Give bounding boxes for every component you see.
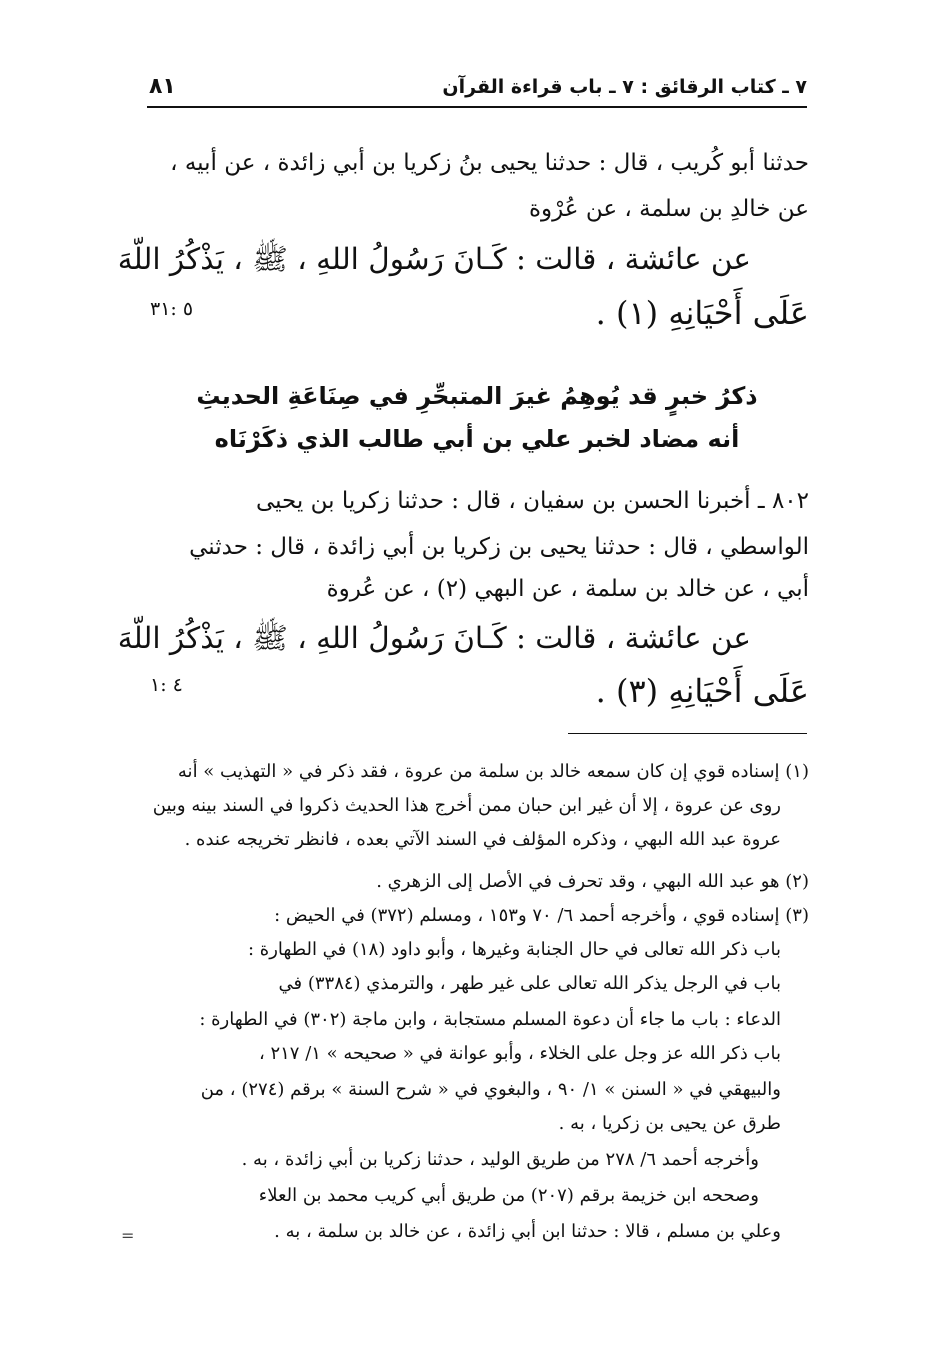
cross-reference: ٥ :٣١ <box>150 298 194 320</box>
footnote-line: روى عن عروة ، إلا أن غير ابن حبان ممن أخرج هذا الحديث ذكروا في السند بينه وبين <box>152 795 781 816</box>
footnote-line: (٢) هو عبد الله البهي ، وقد تحرف في الأصل إلى الزهري . <box>376 871 809 892</box>
footnote-line: وصححه ابن خزيمة برقم (٢٠٧) من طريق أبي كريب محمد بن العلاء <box>258 1185 759 1206</box>
chapter-heading-line: أنه مضاد لخبر علي بن أبي طالب الذي ذكَرْنَاه <box>214 425 740 453</box>
isnad-line: عن خالدِ بن سلمة ، عن عُرْوة <box>528 196 809 222</box>
matn-line: عن عائشة ، قالت : كَـانَ رَسُولُ اللهِ ، ﷺ ، يَذْكُرُ اللّهَ <box>117 621 751 655</box>
matn-line: عن عائشة ، قالت : كَـانَ رَسُولُ اللهِ ، ﷺ ، يَذْكُرُ اللّهَ <box>117 242 751 276</box>
isnad-line: أبي ، عن خالد بن سلمة ، عن البهي (٢) ، عن عُروة <box>326 576 809 602</box>
footnote-line: (٣) إسناده قوي ، وأخرجه أحمد ٦/ ٧٠ و١٥٣ ، ومسلم (٣٧٢) في الحيض : <box>274 905 809 926</box>
footnote-line: باب ذكر الله عز وجل على الخلاء ، وأبو عوانة في « صحيحه » ١/ ٢١٧ ، <box>258 1043 781 1064</box>
cross-reference: ٤ :١ <box>150 674 183 696</box>
page-number: ٨١ <box>149 74 176 99</box>
chapter-heading-line: ذكرُ خبرٍ قد يُوهِمُ غيرَ المتبحِّرِ في صِنَاعَةِ الحديثِ <box>196 382 758 410</box>
footnote-separator <box>568 733 807 734</box>
isnad-line: حدثنا أبو كُريب ، قال : حدثنا يحيى بنُ زكريا بن أبي زائدة ، عن أبيه ، <box>170 150 809 176</box>
running-header <box>147 72 807 108</box>
matn-line: عَلَى أَحْيَانِهِ (٣) . <box>595 672 809 710</box>
isnad-line: الواسطي ، قال : حدثنا يحيى بن زكريا بن أبي زائدة ، قال : حدثني <box>189 534 809 560</box>
footnote-line: (١) إسناده قوي إن كان سمعه خالد بن سلمة من عروة ، فقد ذكر في « التهذيب » أنه <box>177 761 809 782</box>
footnote-line: وأخرجه أحمد ٦/ ٢٧٨ من طريق الوليد ، حدثنا زكريا بن أبي زائدة ، به . <box>241 1149 759 1170</box>
matn-line: عَلَى أَحْيَانِهِ (١) . <box>595 294 809 332</box>
isnad-line: ٨٠٢ ـ أخبرنا الحسن بن سفيان ، قال : حدثنا زكريا بن يحيى <box>255 488 809 514</box>
footnote-line: الدعاء : باب ما جاء أن دعوة المسلم مستجابة ، وابن ماجة (٣٠٢) في الطهارة : <box>199 1009 781 1030</box>
footnote-line: باب ذكر الله تعالى في حال الجنابة وغيرها ، وأبو داود (١٨) في الطهارة : <box>248 939 781 960</box>
footnote-line: عروة عبد الله البهي ، وذكره المؤلف في السند الآتي بعده ، فانظر تخريجه عنده . <box>184 829 781 850</box>
footnote-line: طرق عن يحيى بن زكريا ، به . <box>558 1113 781 1134</box>
footnote-line: باب في الرجل يذكر الله تعالى على غير طهر ، والترمذي (٣٣٨٤) في <box>278 973 781 994</box>
margin-mark: = <box>121 1226 135 1245</box>
footnote-line: والبيهقي في « السنن » ١/ ٩٠ ، والبغوي في « شرح السنة » برقم (٢٧٤) ، من <box>200 1079 781 1100</box>
running-title: ٧ ـ كتاب الرقائق : ٧ ـ باب قراءة القرآن <box>442 76 807 98</box>
footnote-line: وعلي بن مسلم ، قالا : حدثنا ابن أبي زائدة ، عن خالد بن سلمة ، به . <box>274 1221 781 1242</box>
